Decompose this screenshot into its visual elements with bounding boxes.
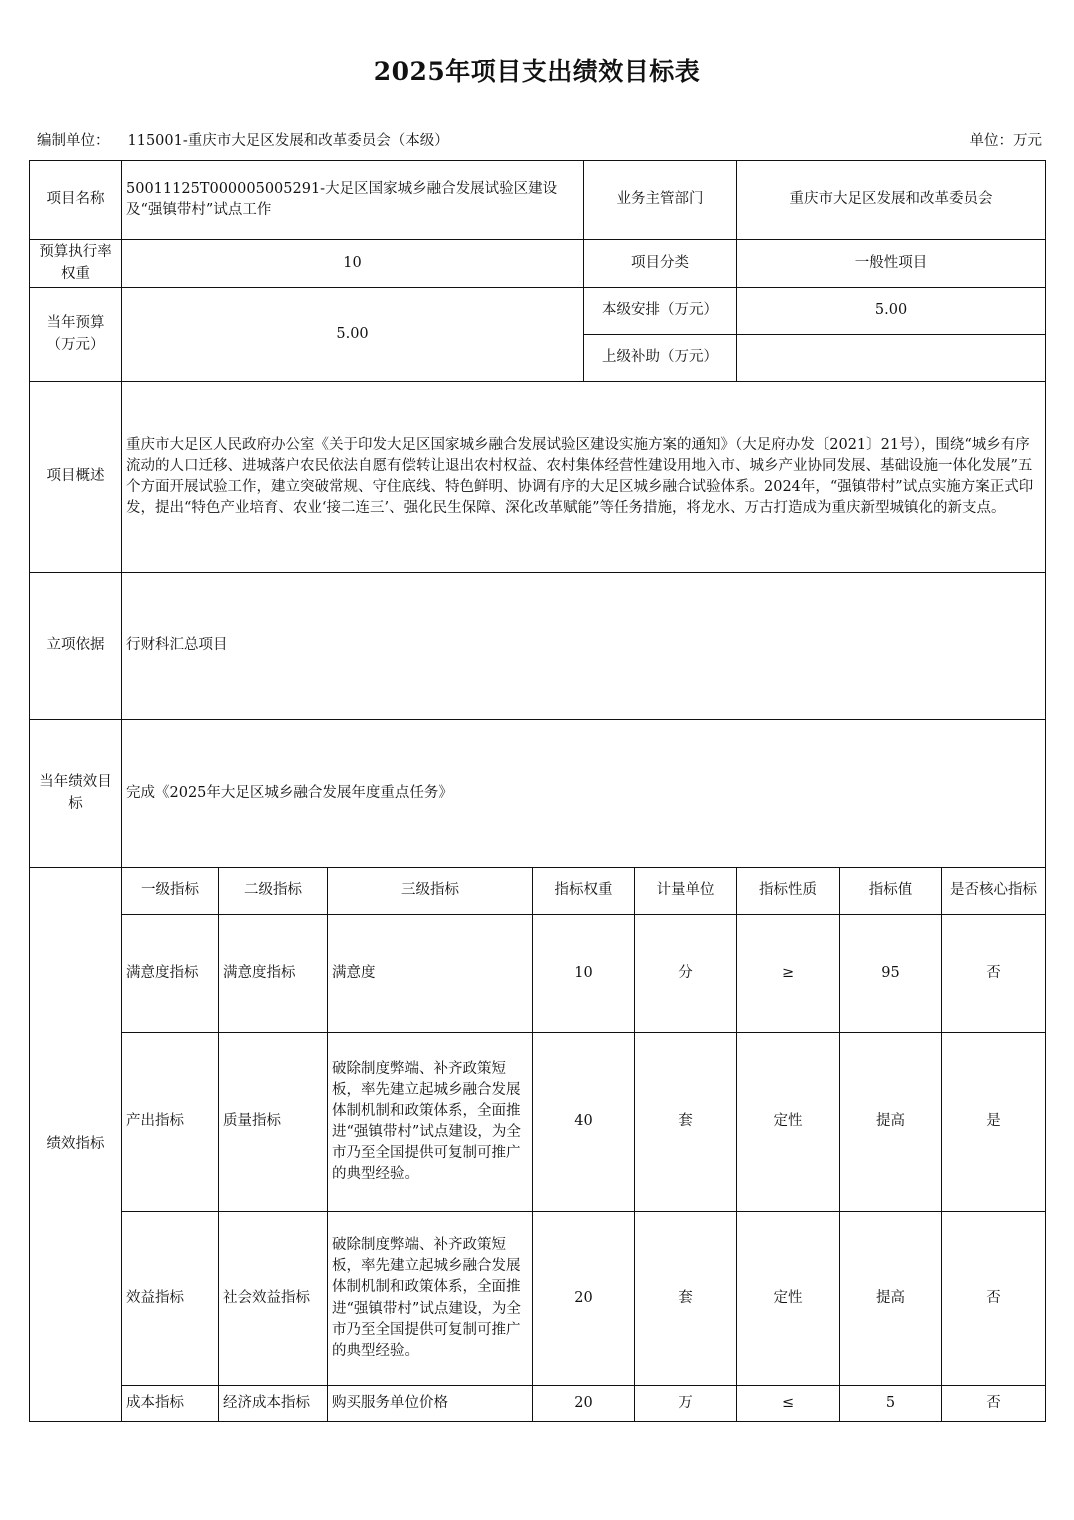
row-unit: 套	[635, 1212, 737, 1386]
row-value: 95	[840, 915, 942, 1033]
header-weight: 指标权重	[533, 868, 635, 915]
table-row	[30, 1212, 1046, 1386]
row-level3: 购买服务单位价格	[328, 1386, 533, 1422]
header-level1: 一级指标	[122, 868, 219, 915]
row-nature: ≥	[737, 915, 840, 1033]
header-core: 是否核心指标	[942, 868, 1046, 915]
row-core: 否	[942, 1386, 1046, 1422]
budget-value: 5.00	[122, 288, 584, 382]
compiling-unit	[37, 129, 449, 150]
dept-value: 重庆市大足区发展和改革委员会	[737, 161, 1046, 240]
row-weight: 20	[533, 1386, 635, 1422]
table-row	[30, 1386, 1046, 1422]
row-nature: 定性	[737, 1033, 840, 1212]
compiling-unit-value: 115001-重庆市大足区发展和改革委员会（本级）	[127, 133, 449, 149]
currency-unit: 单位：万元	[969, 133, 1042, 149]
budget-label: 当年预算（万元）	[30, 288, 122, 382]
row-level3: 破除制度弊端、补齐政策短板，率先建立起城乡融合发展体制机制和政策体系，全面推进“强镇带村”试点建设，为全市乃至全国提供可复制可推广的典型经验。	[328, 1033, 533, 1212]
row-core: 否	[942, 915, 1046, 1033]
row-unit: 套	[635, 1033, 737, 1212]
category-label: 项目分类	[584, 240, 737, 288]
row-level1: 效益指标	[122, 1212, 219, 1386]
row-unit: 分	[635, 915, 737, 1033]
project-name-value: 50011125T000005005291-大足区国家城乡融合发展试验区建设及“强镇带村”试点工作	[122, 161, 584, 240]
row-value: 提高	[840, 1212, 942, 1386]
dept-label: 业务主管部门	[584, 161, 737, 240]
subsidy-label: 上级补助（万元）	[584, 335, 737, 382]
row-level3: 满意度	[328, 915, 533, 1033]
row-level2: 社会效益指标	[219, 1212, 328, 1386]
row-core: 否	[942, 1212, 1046, 1386]
weight-label: 预算执行率权重	[30, 240, 122, 288]
goal-label: 当年绩效目标	[30, 720, 122, 868]
row-level2: 质量指标	[219, 1033, 328, 1212]
page-title: 2025年项目支出绩效目标表	[373, 57, 701, 86]
row-nature: 定性	[737, 1212, 840, 1386]
table-row	[30, 915, 1046, 1033]
row-level1: 产出指标	[122, 1033, 219, 1212]
basis-label: 立项依据	[30, 573, 122, 720]
performance-table	[29, 160, 1046, 1422]
goal-value: 完成《2025年大足区城乡融合发展年度重点任务》	[122, 720, 1046, 868]
row-level1: 满意度指标	[122, 915, 219, 1033]
row-level2: 经济成本指标	[219, 1386, 328, 1422]
row-value: 5	[840, 1386, 942, 1422]
header-level2: 二级指标	[219, 868, 328, 915]
row-weight: 20	[533, 1212, 635, 1386]
header-unit: 计量单位	[635, 868, 737, 915]
row-value: 提高	[840, 1033, 942, 1212]
row-unit: 万	[635, 1386, 737, 1422]
basis-value: 行财科汇总项目	[122, 573, 1046, 720]
project-name-label: 项目名称	[30, 161, 122, 240]
weight-value: 10	[122, 240, 584, 288]
row-core: 是	[942, 1033, 1046, 1212]
row-nature: ≤	[737, 1386, 840, 1422]
header-nature: 指标性质	[737, 868, 840, 915]
row-weight: 10	[533, 915, 635, 1033]
row-weight: 40	[533, 1033, 635, 1212]
overview-value: 重庆市大足区人民政府办公室《关于印发大足区国家城乡融合发展试验区建设实施方案的通知》（大足府办发〔2021〕21号），围绕“城乡有序流动的人口迁移、进城落户农民依法自愿有偿转让退出农村权益、农村集体经营性建设用地入市、城乡产业协同发展、基础设施一体化发展”五个方面开展试验工作，建立突破常规、守住底线、特色鲜明、协调有序的大足区城乡融合试验体系。2024年，“强镇带村”试点实施方案正式印发，提出“特色产业培育、农业‘接二连三’、强化民生保障、深化改革赋能”等任务措施，将龙水、万古打造成为重庆新型城镇化的新支点。	[122, 382, 1046, 573]
local-funding-value: 5.00	[737, 288, 1046, 335]
table-row	[30, 1033, 1046, 1212]
overview-label: 项目概述	[30, 382, 122, 573]
local-funding-label: 本级安排（万元）	[584, 288, 737, 335]
compiling-unit-label: 编制单位：	[37, 133, 110, 149]
subsidy-value	[737, 335, 1046, 382]
row-level1: 成本指标	[122, 1386, 219, 1422]
indicators-section-label: 绩效指标	[30, 868, 122, 1422]
header-value: 指标值	[840, 868, 942, 915]
header-level3: 三级指标	[328, 868, 533, 915]
category-value: 一般性项目	[737, 240, 1046, 288]
row-level2: 满意度指标	[219, 915, 328, 1033]
row-level3: 破除制度弊端、补齐政策短板，率先建立起城乡融合发展体制机制和政策体系，全面推进“强镇带村”试点建设，为全市乃至全国提供可复制可推广的典型经验。	[328, 1212, 533, 1386]
